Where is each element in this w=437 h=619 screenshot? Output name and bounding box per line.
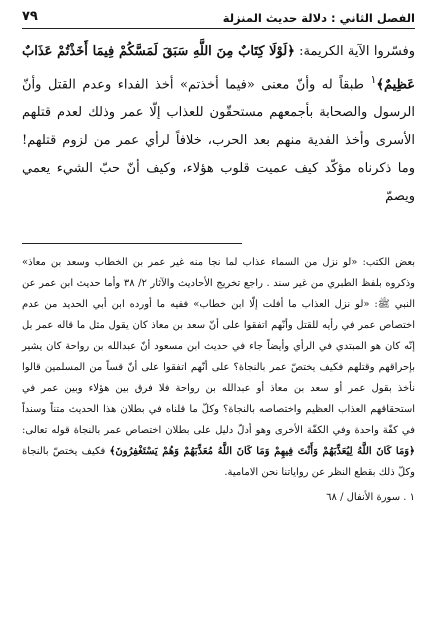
footnote-text-end: فكيف يختصّ بالنجاة وكلّ ذلك بقطع النظر عن رواياتنا نحن الامامية. xyxy=(22,446,415,478)
footnote-marker[interactable]: ١ xyxy=(370,73,377,86)
footnote-text: بعض الكتب: «لو نزل من السماء عذاب لما نجا منه غير عمر بن الخطاب وسعد بن معاذ» وذكروه بلفظ الطبري من غير سند . راجع تخريج الأحاديث والآثار ٢/ ٣٨ وأما حديث ابن عمر عن النبي ﷺ: «لو نزل العذاب ما أفلت إلّا ابن خطاب» ففيه ما أورده ابن أبي الحديد من عدم اختصاص عمر في رأيه للقتل وأنّهم اتفقوا على أنّ سعد بن معاذ كان يقول مثل ما قاله عمر بل إنّه كان هو المبتدي في الرأي وأيضاً جاء في حديث ابن مسعود أنّ عبدالله بن رواحة كان يشير بإحراقهم وقتلهم فكيف يختصّ عمر بالنجاة؟ على أنّهم اتفقوا على أنّ قساً من المسلمين قالوا نأخذ بقول عمر أو سعد بن معاذ أو عبدالله بن رواحة فلا فرق بين هؤلاء وبين عمر في استحقاقهم العذاب العظيم واختصاصه بالنجاة؟ وكلّ ما قلناه في بطلان هذا الحديث متناً وسنداً في كفّة واحدة وفي الكفّة الأخرى وهو أدلّ دليل على بطلان اختصاص عمر بالنجاة قوله تعالى: xyxy=(22,257,415,436)
body-text: طبقاً له وأنّ معنى «فيما أخذتم» أخذ الفداء وعدم القتل وأنّ الرسول والصحابة بأجمعهم مستحقّون للعذاب إلّا عمر وذلك لعدم قتلهم الأسرى وأخذ الفدية منهم بعد الحرب، خلافاً لرأي عمر من لزوم قتلهم! وما ذكرناه مؤكّد كيف عميت قلوب هؤلاء، وكيف أنّ حبّ الشيء يعمي ويصمّ xyxy=(22,77,415,205)
main-text xyxy=(22,38,415,211)
footnote-1: ١ . سورة الأنفال / ٦٨ xyxy=(326,492,415,503)
header-divider xyxy=(22,28,415,29)
footnote-verse: ﴿وَمَا كَانَ اللَّهُ لِيُعَذِّبَهُمْ وَأَنْتَ فِيهِمْ وَمَا كَانَ اللَّهُ مُعَذِّبَهُمْ وَهُمْ يَسْتَغْفِرُونَ﴾ xyxy=(109,446,415,457)
quran-verse: ﴿لَوْلَا كِتَابٌ مِنَ اللَّهِ سَبَقَ لَمَسَّكُمْ فِيمَا أَخَذْتُمْ عَذَابٌ عَظِيمٌ﴾ xyxy=(22,44,415,93)
body-paragraph xyxy=(22,38,415,211)
body-intro: وفسّروا الآية الكريمة: xyxy=(294,44,415,59)
chapter-title: الفصل الثاني : دلالة حديث المنزلة xyxy=(222,11,415,25)
footnote-continued xyxy=(22,252,415,483)
footnote-divider xyxy=(22,243,242,244)
page-number: ٧٩ xyxy=(22,9,38,24)
footnotes xyxy=(22,252,415,508)
running-header xyxy=(22,8,415,28)
